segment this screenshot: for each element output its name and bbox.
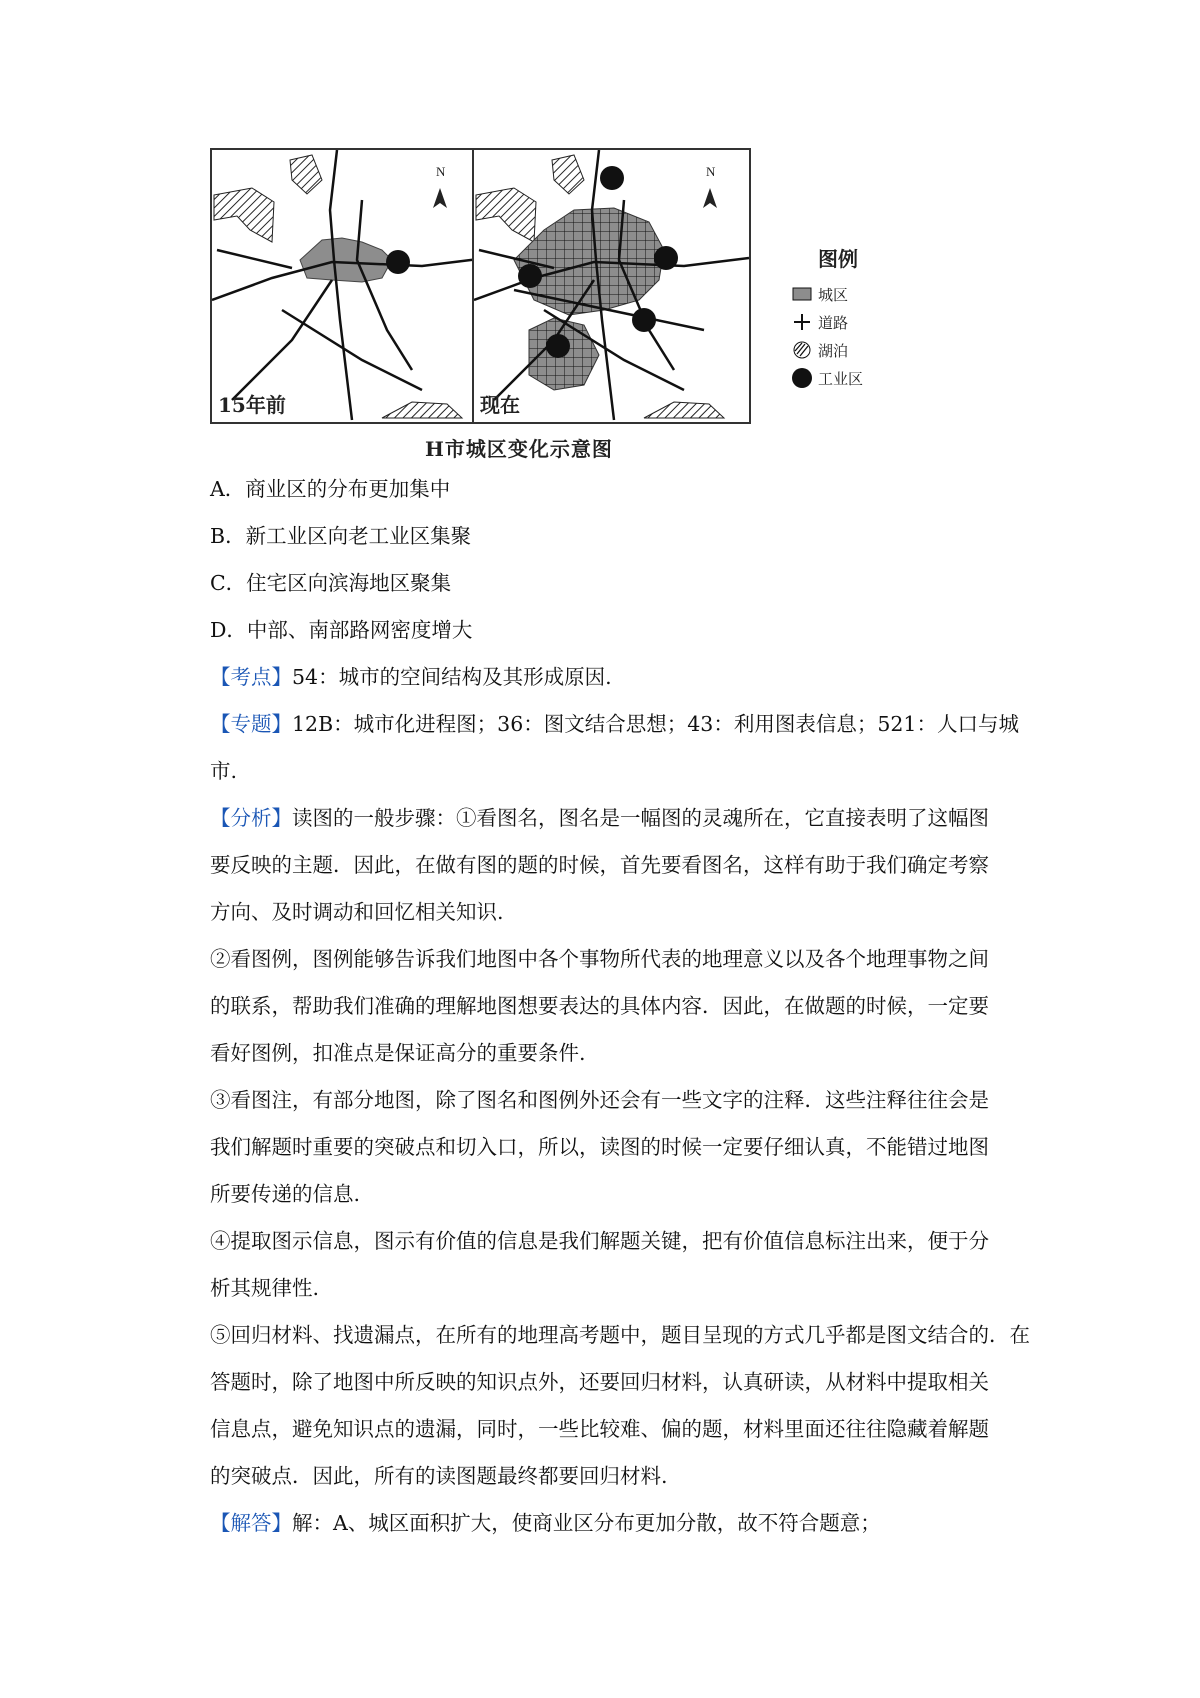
paragraph-line: 方向、及时调动和回忆相关知识. [210, 900, 504, 924]
fenxi-text: 读图的一般步骤：①看图名，图名是一幅图的灵魂所在，它直接表明了这幅图 [292, 806, 989, 830]
city-change-figure [210, 148, 910, 461]
legend [790, 243, 900, 392]
lake-north [290, 155, 322, 194]
legend-item-urban [790, 280, 900, 308]
urban-area [300, 238, 392, 282]
industrial-zone-marker [518, 264, 542, 288]
lake-south [382, 402, 462, 418]
jieda-tag: 【解答】 [210, 1511, 292, 1535]
paragraph-line: ④提取图示信息，图示有价值的信息是我们解题关键，把有价值信息标注出来，便于分 [210, 1229, 989, 1253]
jieda-line [210, 1500, 1010, 1547]
legend-item-lake [790, 336, 900, 364]
kaodian-text: 54：城市的空间结构及其形成原因. [292, 665, 612, 689]
legend-title: 图例 [818, 247, 858, 271]
industrial-zone-marker [600, 166, 624, 190]
panel-label-before: 15年前 [218, 393, 286, 417]
paragraph-line: ⑤回归材料、找遗漏点，在所有的地理高考题中，题目呈现的方式几乎都是图文结合的．在 [210, 1323, 1030, 1347]
legend-item-industrial [790, 364, 900, 392]
paragraph-line: 我们解题时重要的突破点和切入口，所以，读图的时候一定要仔细认真，不能错过地图 [210, 1135, 989, 1159]
lake-west [214, 188, 274, 242]
fenxi-line [210, 795, 1010, 842]
lake-north [552, 155, 584, 194]
industrial-zone-marker [386, 250, 410, 274]
paragraph-line: ③看图注，有部分地图，除了图名和图例外还会有一些文字的注释．这些注释往往会是 [210, 1088, 989, 1112]
paragraph-line: 的联系，帮助我们准确的理解地图想要表达的具体内容．因此，在做题的时候，一定要 [210, 994, 989, 1018]
kaodian-line [210, 654, 1010, 701]
paragraph-line: 的突破点．因此，所有的读图题最终都要回归材料. [210, 1464, 668, 1488]
panel-label-now: 现在 [480, 393, 520, 417]
urban-area [514, 208, 664, 315]
paragraph-line: 要反映的主题．因此，在做有图的题的时候，首先要看图名，这样有助于我们确定考察 [210, 853, 989, 877]
lake-south [644, 402, 724, 418]
paragraph-line: 析其规律性. [210, 1276, 320, 1300]
option-c: C．住宅区向滨海地区聚集 [210, 571, 452, 595]
legend-label: 城区 [818, 285, 849, 304]
question-text [210, 466, 1030, 1547]
legend-label: 湖泊 [818, 341, 849, 360]
map-before-drawing [212, 150, 487, 422]
legend-item-road [790, 308, 900, 336]
road-icon [790, 312, 814, 332]
paragraph-line: ②看图例，图例能够告诉我们地图中各个事物所代表的地理意义以及各个地理事物之间 [210, 947, 989, 971]
zhuanti-text: 12B：城市化进程图；36：图文结合思想；43：利用图表信息；521：人口与城 [292, 712, 1019, 736]
option-a: A．商业区的分布更加集中 [210, 477, 451, 501]
jieda-text: 解：A、城区面积扩大，使商业区分布更加分散，故不符合题意； [292, 1511, 881, 1535]
zhuanti-line [210, 701, 1019, 748]
north-arrow [703, 164, 717, 208]
north-arrow [433, 164, 447, 208]
industrial-zone-icon [790, 368, 814, 388]
map-panel-now [472, 148, 751, 424]
map-panel-before [210, 148, 489, 424]
legend-label: 工业区 [818, 369, 864, 388]
option-d: D．中部、南部路网密度增大 [210, 618, 473, 642]
paragraph-line: 所要传递的信息. [210, 1182, 361, 1206]
lake-icon [790, 340, 814, 360]
figure-caption: H市城区变化示意图 [425, 437, 613, 461]
fenxi-tag: 【分析】 [210, 806, 292, 830]
map-now-drawing [474, 150, 749, 422]
svg-text:N: N [436, 164, 446, 179]
paragraph-line: 答题时，除了地图中所反映的知识点外，还要回归材料，认真研读，从材料中提取相关 [210, 1370, 989, 1394]
svg-text:N: N [706, 164, 716, 179]
industrial-zone-marker [654, 246, 678, 270]
zhuanti-line-2: 市. [210, 759, 238, 783]
industrial-zone-marker [546, 334, 570, 358]
zhuanti-tag: 【专题】 [210, 712, 292, 736]
industrial-zone-marker [632, 308, 656, 332]
option-b: B．新工业区向老工业区集聚 [210, 524, 472, 548]
lake-west [476, 188, 536, 242]
urban-area-icon [790, 284, 814, 304]
paragraph-line: 信息点，避免知识点的遗漏，同时，一些比较难、偏的题，材料里面还往往隐藏着解题 [210, 1417, 989, 1441]
paragraph-line: 看好图例，扣准点是保证高分的重要条件. [210, 1041, 586, 1065]
legend-label: 道路 [818, 313, 849, 332]
kaodian-tag: 【考点】 [210, 665, 292, 689]
